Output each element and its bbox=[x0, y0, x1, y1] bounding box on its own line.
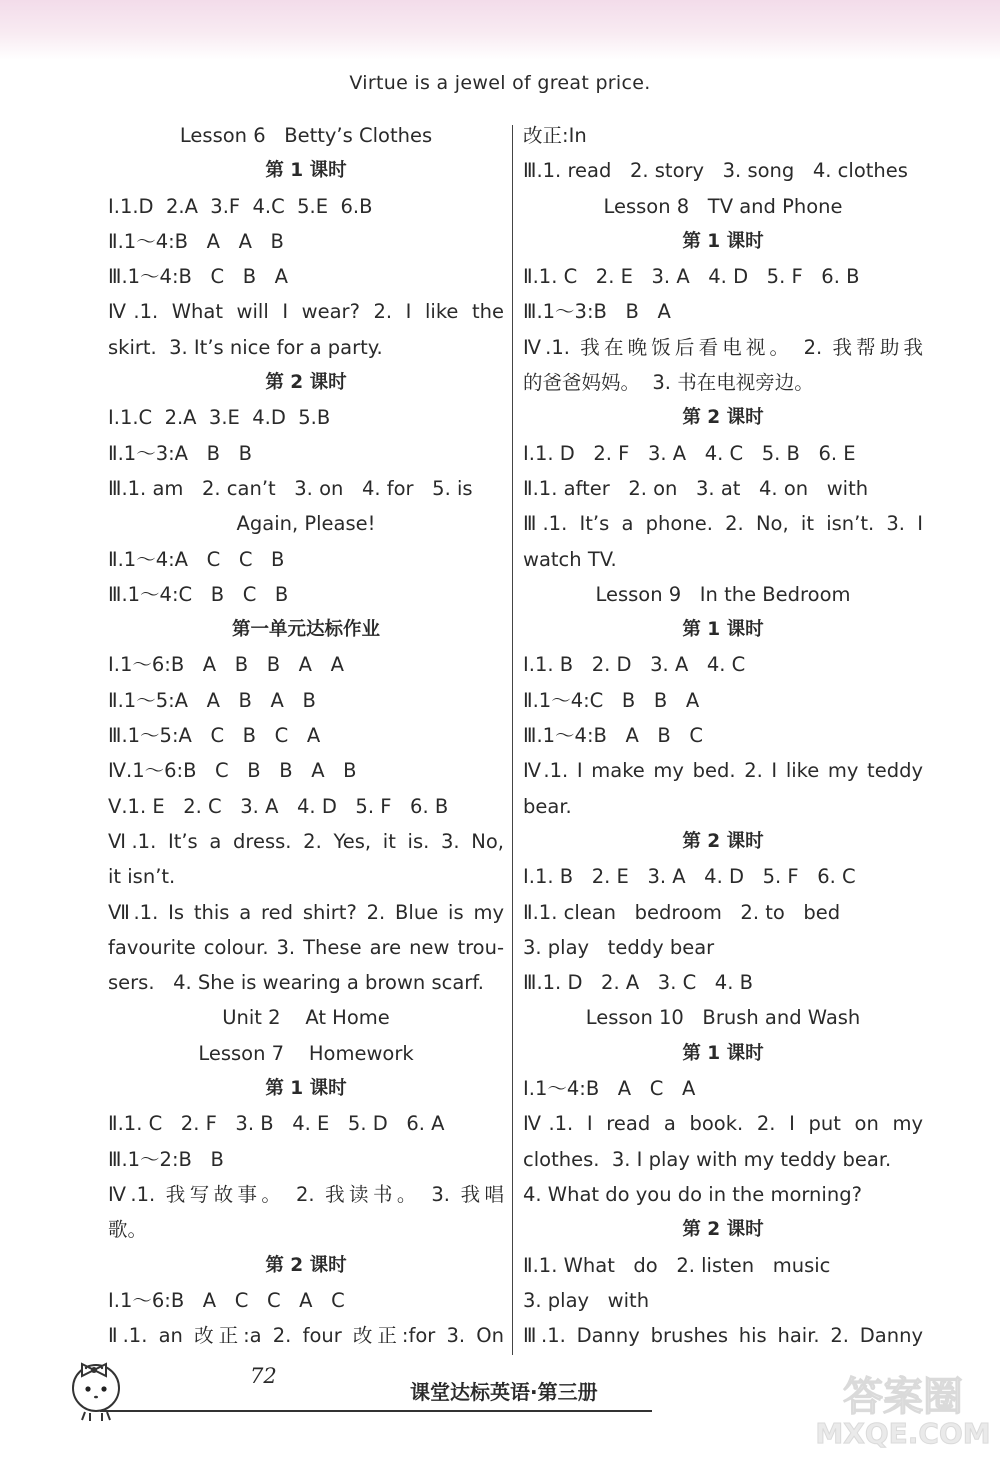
answer-line: 3. play with bbox=[523, 1288, 650, 1312]
answer-line: favourite colour. 3. These are new trou- bbox=[108, 935, 504, 959]
answer-line: 第 1 课时 bbox=[682, 1042, 764, 1064]
answer-line: Lesson 7 Homework bbox=[198, 1041, 414, 1065]
answer-line: Ⅲ.1～3:B B A bbox=[523, 300, 671, 324]
answer-line: 3. play teddy bear bbox=[523, 935, 715, 959]
answer-line: Lesson 6 Betty’s Clothes bbox=[179, 124, 433, 147]
answer-line: 第 2 课时 bbox=[682, 407, 764, 429]
answer-line: Ⅴ.1. E 2. C 3. A 4. D 5. F 6. B bbox=[108, 794, 449, 818]
answer-line: Ⅱ.1. clean bedroom 2. to bed bbox=[523, 900, 841, 924]
answer-line: watch TV. bbox=[523, 547, 617, 571]
watermark-text: 答案圈 bbox=[843, 1374, 963, 1420]
answer-line: Ⅱ.1～4:B A A B bbox=[108, 229, 284, 253]
column-divider bbox=[512, 125, 513, 1355]
answer-line: Lesson 8 TV and Phone bbox=[603, 194, 843, 218]
page-motto: Virtue is a jewel of great price. bbox=[349, 72, 651, 94]
answer-line: Ⅱ.1～4:A C C B bbox=[108, 547, 285, 571]
answer-line: Unit 2 At Home bbox=[222, 1006, 390, 1030]
answer-line: 改正:In bbox=[523, 124, 587, 147]
answer-line: bear. bbox=[523, 794, 572, 818]
answer-line: Ⅳ.1. What will I wear? 2. I like the bbox=[108, 300, 504, 324]
answer-line: skirt. 3. It’s nice for a party. bbox=[108, 335, 383, 359]
answer-line: Ⅳ.1～6:B C B B A B bbox=[108, 759, 357, 783]
answer-line: Ⅵ.1. It’s a dress. 2. Yes, it is. 3. No, bbox=[108, 829, 504, 853]
answer-line: Lesson 10 Brush and Wash bbox=[585, 1006, 861, 1030]
answer-line: 4. What do you do in the morning? bbox=[523, 1182, 862, 1206]
answer-line: Ⅳ.1. 我写故事。 2. 我读书。 3. 我唱 bbox=[108, 1182, 504, 1206]
answer-line: 第 1 课时 bbox=[265, 160, 347, 182]
answer-line: 歌。 bbox=[108, 1218, 148, 1242]
answer-line: Ⅲ.1～5:A C B C A bbox=[108, 724, 321, 748]
watermark-url: MXQE.COM bbox=[815, 1417, 991, 1450]
answer-line: it isn’t. bbox=[108, 865, 176, 889]
answer-line: 第一单元达标作业 bbox=[231, 619, 380, 641]
answer-line: Ⅱ.1. C 2. F 3. B 4. E 5. D 6. A bbox=[108, 1112, 445, 1136]
answer-line: Ⅰ.1～4:B A C A bbox=[523, 1077, 696, 1101]
page-number: 72 bbox=[250, 1364, 277, 1388]
answer-line: Again, Please! bbox=[236, 512, 376, 536]
book-title: 课堂达标英语·第三册 bbox=[410, 1380, 598, 1404]
top-decorative-band bbox=[0, 0, 1000, 60]
answer-line: Ⅳ.1. I read a book. 2. I put on my bbox=[523, 1112, 923, 1136]
answer-line: 第 1 课时 bbox=[682, 619, 764, 641]
answer-line: Ⅳ.1. 我在晚饭后看电视。 2. 我帮助我 bbox=[523, 335, 923, 359]
answer-line: Ⅳ.1. I make my bed. 2. I like my teddy bbox=[523, 759, 923, 783]
answer-line: Ⅰ.1.D 2.A 3.F 4.C 5.E 6.B bbox=[108, 194, 373, 218]
answer-line: 第 2 课时 bbox=[682, 1219, 764, 1241]
answer-line: Ⅲ.1. It’s a phone. 2. No, it isn’t. 3. I bbox=[523, 512, 923, 536]
answer-line: Ⅰ.1. B 2. D 3. A 4. C bbox=[523, 653, 746, 677]
answer-line: Ⅲ.1～2:B B bbox=[108, 1147, 224, 1171]
answer-line: 第 2 课时 bbox=[682, 830, 764, 852]
answer-line: Ⅱ.1～4:C B B A bbox=[523, 688, 700, 712]
left-answer-column bbox=[108, 118, 504, 1353]
answer-line: Ⅱ.1～5:A A B A B bbox=[108, 688, 316, 712]
answer-line: Lesson 9 In the Bedroom bbox=[595, 582, 851, 606]
answer-line: Ⅰ.1. B 2. E 3. A 4. D 5. F 6. C bbox=[523, 865, 856, 889]
answer-line: Ⅲ.1. Danny brushes his hair. 2. Danny bbox=[523, 1324, 923, 1348]
answer-line: Ⅲ.1～4:B A B C bbox=[523, 724, 704, 748]
answer-line: Ⅲ.1～4:C B C B bbox=[108, 582, 289, 606]
answer-line: Ⅲ.1～4:B C B A bbox=[108, 265, 289, 289]
answer-line: Ⅱ.1. an 改正:a 2. four 改正:for 3. On bbox=[108, 1324, 504, 1348]
answer-line: Ⅱ.1. after 2. on 3. at 4. on with bbox=[523, 476, 869, 500]
answer-line: Ⅰ.1～6:B A C C A C bbox=[108, 1288, 345, 1312]
answer-line: clothes. 3. I play with my teddy bear. bbox=[523, 1147, 892, 1171]
answer-line: Ⅲ.1. read 2. story 3. song 4. clothes bbox=[523, 159, 908, 183]
watermark-logo bbox=[812, 1365, 994, 1451]
answer-line: 第 2 课时 bbox=[265, 372, 347, 394]
answer-line: 的爸爸妈妈。 3. 书在电视旁边。 bbox=[523, 371, 814, 395]
answer-line: 第 1 课时 bbox=[265, 1078, 347, 1100]
answer-line: 第 1 课时 bbox=[682, 230, 764, 252]
answer-line: sers. 4. She is wearing a brown scarf. bbox=[108, 971, 484, 995]
right-answer-column bbox=[523, 118, 923, 1353]
answer-line: Ⅲ.1. am 2. can’t 3. on 4. for 5. is bbox=[108, 476, 473, 500]
answer-line: Ⅰ.1.C 2.A 3.E 4.D 5.B bbox=[108, 406, 331, 430]
answer-line: Ⅱ.1. What do 2. listen music bbox=[523, 1253, 831, 1277]
answer-line: Ⅰ.1. D 2. F 3. A 4. C 5. B 6. E bbox=[523, 441, 856, 465]
answer-line: Ⅶ.1. Is this a red shirt? 2. Blue is my bbox=[108, 900, 504, 924]
answer-line: 第 2 课时 bbox=[265, 1254, 347, 1276]
answer-line: Ⅰ.1～6:B A B B A A bbox=[108, 653, 344, 677]
answer-line: Ⅲ.1. D 2. A 3. C 4. B bbox=[523, 971, 753, 995]
answer-line: Ⅱ.1～3:A B B bbox=[108, 441, 252, 465]
footer-rule bbox=[100, 1410, 652, 1412]
answer-line: Ⅱ.1. C 2. E 3. A 4. D 5. F 6. B bbox=[523, 265, 860, 289]
